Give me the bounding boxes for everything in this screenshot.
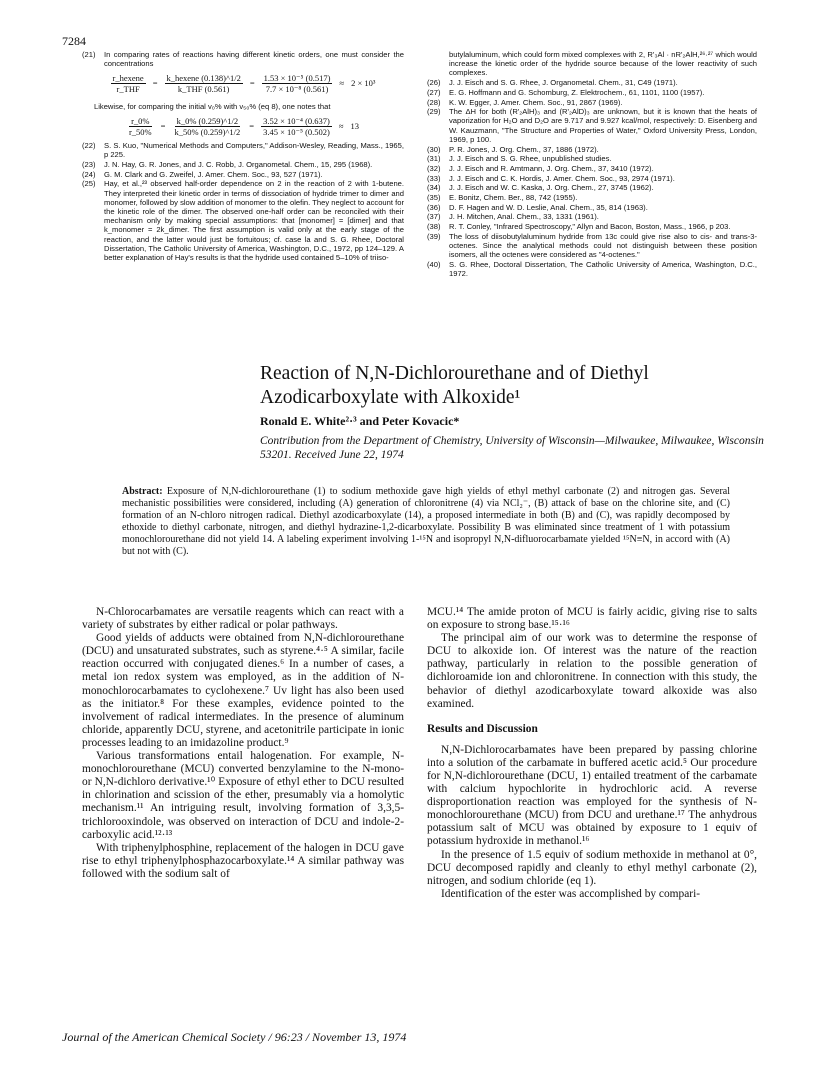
footnote-21 [82, 50, 404, 68]
eq-result: 2 × 10³ [351, 78, 376, 89]
eq-equals: = [160, 120, 166, 131]
footnote-number: (21) [82, 50, 96, 59]
footnote-22: (22) S. S. Kuo, "Numerical Methods and Computers," Addison-Wesley, Reading, Mass., 1965, p 225. [82, 141, 404, 160]
footnote-28: (28) K. W. Egger, J. Amer. Chem. Soc., 91, 2867 (1969). [427, 97, 623, 107]
body-paragraph: N,N-Dichlorocarbamates have been prepared by passing chlorine into a solution of the carbamate in buffered acetic acid.⁵ Our procedure for N,N-dichlorourethane (DCU, 1) entailed treatment of the carbamate with calcium hypochlorite in hydrochloric acid. A reverse disproportionation reaction was employed for the synthesis of N-monochlorourethane (MCU) from DCU and urethane.¹⁷ The anhydrous potassium salt of MCU was obtained by exposure to 1 equiv of potassium hydroxide in methanol.¹⁶ [427, 743, 757, 848]
abstract-text: Exposure of N,N-dichlorourethane (1) to sodium methoxide gave high yields of ethyl methyl carbonate (2) and nitrogen gas. Several mechanistic possibilities were considered, including (A) generation of chloronitrene (4) via NCl₂⁻, (B) attack of base on the chlorine site, and (C) formation of an N-chloro nitrogen radical. Diethyl azodicarboxylate (14), a proposed intermediate in both (B) and (C), was rapidly decomposed by ethoxide to diethyl carbonate, nitrogen, and diethyl hydrazine-1,2-dicarboxylate. Possibility B was eliminated since treatment of 1 with potassium monochlorourethane did not yield 14. A labeling experiment involving 1-¹⁵N and isopropyl N,N-difluorocarbamate yielded ¹⁵N≡N, in accord with (A) but not with (C). [122, 486, 731, 557]
abstract [122, 486, 730, 558]
eq-fraction: $\frac{\text{r\_hexene}}{\text{r\_THF}}$ [112, 73, 144, 95]
footnote-27: (27) E. G. Hoffmann and G. Schomburg, Z. Elektrochem., 61, 1101, 1100 (1957). [427, 87, 705, 97]
body-paragraph: Good yields of adducts were obtained from N,N-dichlorourethane (DCU) and unsaturated substrates, such as styrene.⁴·⁵ A similar, facile reaction occurred with conjugated dienes.⁶ In a number of cases, a metal ion redox system was employed, as in the addition of N-monochlorocarbamates to cyclohexene.⁷ Uv light has also been used as the initiator.⁸ For these examples, evidence pointed to the involvement of radical intermediates. In the presence of aluminum chloride, apparently DCU, styrene, and acetonitrile participate in ionic processes leading to an imidazoline product.⁹ [82, 632, 404, 749]
footnotes-right [427, 50, 757, 279]
eq-equals: = [152, 78, 158, 89]
footnote-26: (26) J. J. Eisch and S. G. Rhee, J. Organometal. Chem., 31, C49 (1971). [427, 78, 678, 88]
article-affiliation: Contribution from the Department of Chemistry, University of Wisconsin—Milwaukee, Milwaukee, Wisconsin 53201. Received June 22, 1974 [260, 435, 764, 461]
footnote-31: (31) J. J. Eisch and S. G. Rhee, unpublished studies. [427, 154, 612, 164]
footnote-36: (36) D. F. Hagen and W. D. Leslie, Anal. Chem., 35, 814 (1963). [427, 202, 648, 212]
body-paragraph: Various transformations entail halogenation. For example, N-monochlorourethane (MCU) converted benzylamine to the N-mono- or N,N-dichloro derivative.¹⁰ Exposure of ethyl ether to DCU resulted in chlorination and scission of the ether, presumably via a homolytic mechanism.¹¹ An intriguing result, involving formation of 3,3,5-trichlorooxindole, was observed on interaction of DCU and indole-2-carboxylic acid.¹²·¹³ [82, 750, 404, 841]
body-paragraph: With triphenylphosphine, replacement of the halogen in DCU gave rise to ethyl triphenylphosphazocarboxylate.¹⁴ A similar pathway was followed with the sodium salt of [82, 841, 404, 880]
section-heading: Results and Discussion [427, 722, 538, 735]
eq-equals: ≈ [338, 120, 344, 131]
footnote-39: (39) The loss of diisobutylaluminum hydride from 13c could give rise also to cis- and trans-3-octenes. Since the analytical methods could not distinguish between these position isomers, all the octenes were considered as "4-octenes." [427, 231, 757, 260]
footnote-32: (32) J. J. Eisch and R. Amtmann, J. Org. Chem., 37, 3410 (1972). [427, 163, 654, 173]
footnote-25-continued: butylaluminum, which could form mixed complexes with 2, R'₃Al · nR'₂AlH,²⁶·²⁷ which would increase the kinetic order of the hydride source because of the lower reactivity of such complexes. [449, 50, 757, 78]
footnote-40: (40) S. G. Rhee, Doctoral Dissertation, The Catholic University of America, Washington, D.C., 1972. [427, 259, 757, 279]
eq-fraction: $\frac{\text{3.52 × 10⁻⁴ (0.637)}}{\text{3.45 × 10⁻⁵ (0.502)}}$ [263, 115, 330, 137]
eq-fraction: $\frac{r\_0\%}{r\_50\%}$ [128, 115, 152, 137]
body-paragraph: N-Chlorocarbamates are versatile reagents which can react with a variety of substrates by either radical or polar pathways. [82, 606, 404, 632]
eq-fraction: $\frac{k\_0\% (0.259)\^{}1/2}{k\_50\% (0.259)\^{}1/2}$ [174, 115, 241, 137]
footnote-34: (34) J. J. Eisch and W. C. Kaska, J. Org. Chem., 27, 3745 (1962). [427, 183, 654, 193]
eq-equals: = [249, 120, 255, 131]
footnote-25: (25) Hay, et al.,²³ observed half-order dependence on 2 in the reaction of 2 with 1-butene. They interpreted their kinetic order in terms of dissociation of hydride trimer to dimer and monomer, followed by slow addition of monomer to the olefin. They neglect to account for the kinetic role of the dimer. The observed one-half order can be reconciled with their mechanism only by making special assumptions: that [monomer] = [dimer] and that k_monomer = 2k_dimer. The first assumption is valid only at the early stage of the reaction, and the latter would just be fortuitous; cf. case la and S. G. Rhee, Doctoral Dissertation, The Catholic University of America, Washington, D.C., 1972, pp 124–129. A better explanation of Hay's results is that the hydride used contained 5–10% of triiso- [82, 179, 404, 263]
equation-rate-ratio [82, 69, 404, 99]
footnote-33: (33) J. J. Eisch and C. K. Hordis, J. Amer. Chem. Soc., 93, 2974 (1971). [427, 173, 675, 183]
body-paragraph: The principal aim of our work was to determine the response of DCU to alkoxide ion. Of interest was the nature of the reaction pathway, particularly in relation to the possible generation of dichloroamide ion and chloronitrene. In connection with this study, the behavior of diethyl azodicarboxylate toward alkoxide was also examined. [427, 632, 757, 710]
page-number: 7284 [62, 34, 86, 48]
footnote-35: (35) E. Bonitz, Chem. Ber., 88, 742 (1955). [427, 193, 578, 203]
footnote-continuation: Likewise, for comparing the initial v₀% with v₅₀% (eq 8), one notes that [94, 101, 331, 111]
body-column-right [427, 606, 757, 901]
article-title: Reaction of N,N-Dichlorourethane and of Diethyl Azodicarboxylate with Alkoxide¹ [260, 363, 649, 408]
eq-equals: ≈ [339, 78, 345, 89]
footnote-29: (29) The ΔH for both (R'₂AlH)₃ and (R'₂AlD)₃ are unknown, but it is known that the heats of vaporization for H₂O and D₂O are 9.717 and 9.927 kcal/mol, respectively: D. Eisenberg and W. Kauzmann, "The Structure and Properties of Water," Oxford University Press, London, 1969, p 100. [427, 107, 757, 144]
eq-fraction: $\frac{\text{k\_hexene (0.138)\textasciicircum{}1/2}}{\text{k\_THF (0.561)}}$ [166, 73, 241, 95]
eq-fraction: $\frac{\text{1.53 × 10⁻⁵ (0.517)}}{\text{7.7 × 10⁻⁸ (0.561)}}$ [263, 73, 331, 95]
footnote-38: (38) R. T. Conley, "Infrared Spectroscopy," Allyn and Bacon, Boston, Mass., 1966, p 203. [427, 222, 731, 232]
footnote-30: (30) P. R. Jones, J. Org. Chem., 37, 1886 (1972). [427, 144, 599, 154]
body-paragraph: Identification of the ester was accomplished by compari- [441, 887, 701, 900]
footnote-text: In comparing rates of reactions having different kinetic orders, one must consider the concentrations [104, 50, 404, 69]
body-paragraph: MCU.¹⁴ The amide proton of MCU is fairly acidic, giving rise to salts on exposure to strong base.¹⁵·¹⁶ [427, 606, 757, 632]
equation-initial-rate [82, 111, 404, 141]
body-column-left [82, 606, 404, 881]
eq-equals: = [249, 78, 255, 89]
journal-footer: Journal of the American Chemical Society / 96:23 / November 13, 1974 [62, 1030, 407, 1044]
body-paragraph: In the presence of 1.5 equiv of sodium methoxide in methanol at 0°, DCU decomposed rapidly and cleanly to ethyl methyl carbonate (2), nitrogen, and sodium chloride (eq 1). [427, 848, 757, 887]
article-authors: Ronald E. White²·³ and Peter Kovacic* [260, 414, 460, 428]
footnote-23: (23) J. N. Hay, G. R. Jones, and J. C. Robb, J. Organometal. Chem., 15, 295 (1968). [82, 160, 373, 170]
footnotes-left [82, 50, 404, 263]
footnote-37: (37) J. H. Mitchen, Anal. Chem., 33, 1331 (1961). [427, 212, 599, 222]
eq-result: 13 [350, 120, 360, 131]
abstract-label: Abstract: [122, 486, 163, 497]
footnote-24: (24) G. M. Clark and G. Zweifel, J. Amer. Chem. Soc., 93, 527 (1971). [82, 169, 323, 179]
